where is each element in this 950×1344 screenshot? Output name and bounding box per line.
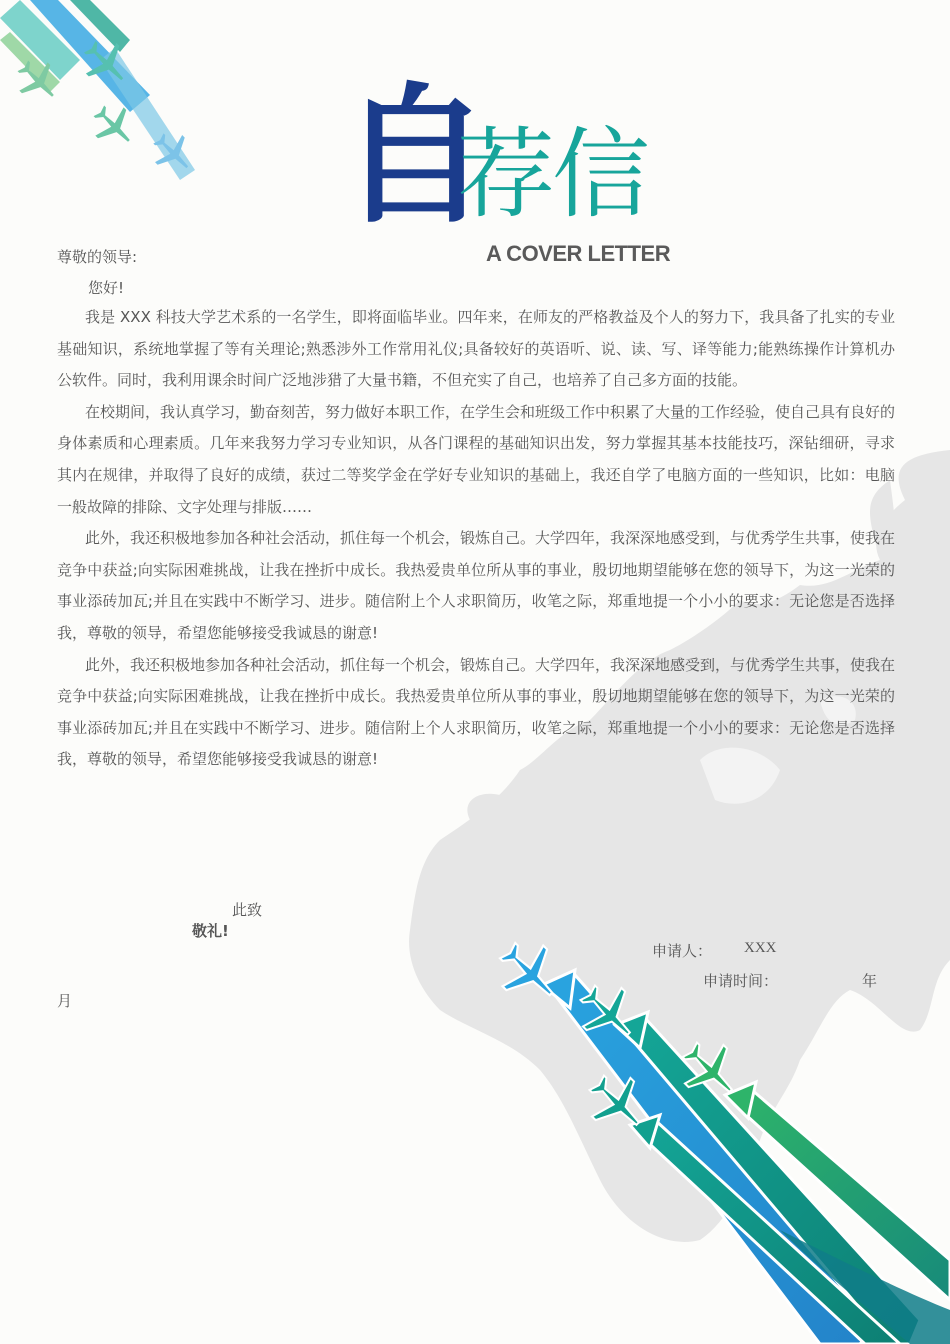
airplane-icon [12, 55, 62, 105]
airplane-icon [148, 128, 196, 176]
title-char-3: 信 [552, 118, 651, 232]
paragraph: 在校期间，我认真学习，勤奋刻苦，努力做好本职工作，在学生会和班级工作中积累了大量的工作经验，使自己具有良好的身体素质和心理素质。几年来我努力学习专业知识，从各门课程的基础知识出发，努力掌握其基本技能技巧，深钻细研，寻求其内在规律，并取得了良好的成绩，获过二等奖学金在学好专业知识的基础上，我还自学了电脑方面的一些知识，比如：电脑一般故障的排除、文字处理与排版…… [57, 402, 896, 516]
title-char-1: 自 [340, 70, 487, 244]
applicant-name: XXX [744, 940, 777, 956]
airplane-icon [573, 978, 641, 1046]
airplane-icon [88, 100, 138, 150]
airplane-icon [582, 1068, 650, 1136]
letter-body [57, 302, 895, 776]
paragraph: 此外，我还积极地参加各种社会活动，抓住每一个机会，锻炼自己。大学四年，我深深地感受到，与优秀学生共事，使我在竞争中获益;向实际困难挑战，让我在挫折中成长。我热爱贵单位所从事的事业，殷切地期望能够在您的领导下，为这一光荣的事业添砖加瓦;并且在实践中不断学习、进步。随信附上个人求职简历，收笔之际，郑重地提一个小小的要求：无论您是否选择我，尊敬的领导，希望您能够接受我诚恳的谢意! [57, 655, 896, 769]
date-month: 月 [57, 992, 73, 1010]
date-year: 年 [862, 972, 878, 990]
greeting: 您好! [88, 279, 125, 297]
airplane-icon [675, 1035, 743, 1103]
paragraph: 我是 XXX 科技大学艺术系的一名学生，即将面临毕业。四年来，在师友的严格教益及个人的努力下，我具备了扎实的专业基础知识，系统地掌握了等有关理论;熟悉涉外工作常用礼仪;具备较好的英语听、说、读、写、译等能力;能熟练操作计算机办公软件。同时，我利用课余时间广泛地涉猎了大量书籍，不但充实了自己，也培养了自己多方面的技能。 [57, 308, 895, 390]
title-char-2: 荐 [457, 118, 556, 232]
applicant-label: 申请人： [652, 942, 713, 960]
subtitle: A COVER LETTER [486, 241, 671, 266]
date-label: 申请时间： [703, 972, 779, 990]
regards: 敬礼! [192, 922, 229, 940]
closing: 此致 [232, 901, 263, 919]
paragraph: 此外，我还积极地参加各种社会活动，抓住每一个机会，锻炼自己。大学四年，我深深地感受到，与优秀学生共事，使我在竞争中获益;向实际困难挑战，让我在挫折中成长。我热爱贵单位所从事的事业，殷切地期望能够在您的领导下，为这一光荣的事业添砖加瓦;并且在实践中不断学习、进步。随信附上个人求职简历，收笔之际，郑重地提一个小小的要求：无论您是否选择我，尊敬的领导，希望您能够接受我诚恳的谢意! [57, 529, 896, 642]
airplane-icon [492, 935, 564, 1007]
airplane-icon [78, 35, 132, 89]
salutation: 尊敬的领导: [57, 248, 138, 266]
